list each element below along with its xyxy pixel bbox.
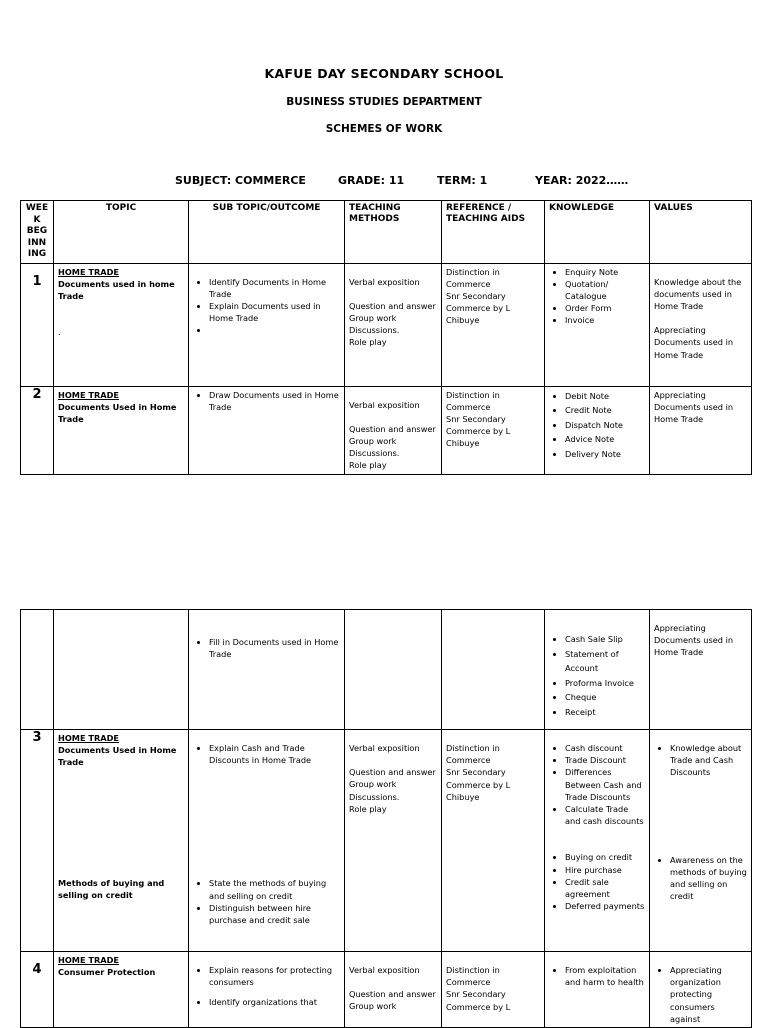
topic-cell — [54, 952, 189, 1028]
topic-title-2: Methods of buying and selling on credit — [58, 877, 165, 900]
topic-title: Consumer Protection — [58, 967, 156, 978]
knowledge-item: • Credit Note — [565, 403, 645, 418]
topic-cell — [54, 610, 189, 730]
week-number: 4 — [21, 952, 54, 1028]
subtopic-cell — [189, 610, 345, 730]
subtopic-header: SUB TOPIC/OUTCOME — [189, 201, 345, 264]
subtopic-item: • State the methods of buying and selling on credit — [209, 877, 340, 901]
subtopic-item: • Explain Documents used in Home Trade — [209, 300, 340, 324]
topic-cell — [54, 730, 189, 952]
year-label: YEAR: 2022…… — [535, 174, 629, 187]
values-cell: Appreciating Documents used in Home Trade — [650, 386, 752, 474]
value-item: • Appreciating organization protecting consumers against — [670, 964, 747, 1025]
subtopic-item: • Identify Documents in Home Trade — [209, 276, 340, 300]
knowledge-cell — [545, 610, 650, 730]
values-cell: Appreciating Documents used in Home Trade — [650, 610, 752, 730]
subtopic-item: • Explain reasons for protecting consumers — [209, 964, 340, 988]
value-item: • Knowledge about Trade and Cash Discounts — [670, 742, 747, 779]
subtopic-cell — [189, 952, 345, 1028]
subtopic-cell — [189, 386, 345, 474]
value-item: • Awareness on the methods of buying and selling on credit — [670, 854, 747, 903]
method-verbal: Verbal exposition — [349, 965, 420, 975]
knowledge-item: • Buying on credit — [565, 851, 645, 863]
methods-cell — [345, 952, 442, 1028]
methods-cell — [345, 610, 442, 730]
value-text: Knowledge about the documents used in Home Trade — [654, 276, 742, 311]
topic-cell — [54, 263, 189, 386]
knowledge-item: • Deferred payments — [565, 900, 645, 912]
values-header: VALUES — [650, 201, 752, 264]
topic-header: TOPIC — [54, 201, 189, 264]
subtopic-item: • Fill in Documents used in Home Trade — [209, 636, 340, 660]
scheme-table-page-1 — [20, 200, 752, 475]
subtopic-item: • Distinguish between hire purchase and credit sale — [209, 902, 340, 926]
knowledge-item: • Cash Sale Slip — [565, 632, 645, 647]
week-4-row — [21, 952, 752, 1028]
knowledge-item: • Statement of Account — [565, 647, 645, 676]
knowledge-cell — [545, 730, 650, 952]
subtopic-item: • Explain Cash and Trade Discounts in Home Trade — [209, 742, 340, 766]
document-title: SCHEMES OF WORK — [325, 123, 443, 135]
subtopic-item: • Draw Documents used in Home Trade — [209, 389, 340, 413]
topic-title: Documents used in home Trade — [58, 278, 175, 301]
methods-cell — [345, 263, 442, 386]
knowledge-cell — [545, 386, 650, 474]
methods-cell — [345, 730, 442, 952]
week-1-row — [21, 263, 752, 386]
values-cell — [650, 730, 752, 952]
subtopic-item: • Identify organizations that — [209, 996, 340, 1008]
subject-label: SUBJECT: COMMERCE — [175, 174, 306, 187]
knowledge-item: • Calculate Trade and cash discounts — [565, 803, 645, 827]
method-verbal: Verbal exposition — [349, 743, 420, 753]
topic-heading: HOME TRADE — [58, 389, 120, 400]
knowledge-item: • Proforma Invoice — [565, 676, 645, 691]
reference-cell: Distinction in Commerce Snr Secondary Commerce by L Chibuye — [442, 386, 545, 474]
week-number: 2 — [21, 386, 54, 474]
scheme-table-page-2 — [20, 609, 752, 1028]
method-verbal: Verbal exposition — [349, 276, 420, 287]
reference-cell — [442, 610, 545, 730]
week-2-row — [21, 386, 752, 474]
method-list: Question and answer Group work Discussions. Role play — [349, 423, 436, 471]
topic-heading: HOME TRADE — [58, 955, 120, 965]
knowledge-cell — [545, 952, 650, 1028]
subtopic-cell — [189, 730, 345, 952]
methods-cell — [345, 386, 442, 474]
knowledge-item: • Differences Between Cash and Trade Discounts — [565, 766, 645, 803]
value-text: Appreciating Documents used in Home Trade — [654, 325, 734, 360]
method-list: Question and answer Group work Discussions. Role play — [349, 767, 436, 814]
week-number: 3 — [21, 730, 54, 952]
reference-cell: Distinction in Commerce Snr Secondary Commerce by L Chibuye — [442, 730, 545, 952]
knowledge-item: • Quotation/ Catalogue — [565, 278, 645, 302]
topic-cell — [54, 386, 189, 474]
week-number: 1 — [21, 263, 54, 386]
method-list: Question and answer Group work Discussions. Role play — [349, 300, 436, 348]
header-row — [21, 201, 752, 264]
method-list: Question and answer Group work — [349, 989, 436, 1012]
knowledge-item: • Invoice — [565, 314, 645, 326]
values-cell — [650, 263, 752, 386]
continuation-row — [21, 610, 752, 730]
term-label: TERM: 1 — [437, 174, 488, 187]
reference-cell: Distinction in Commerce Snr Secondary Commerce by L Chibuye — [442, 263, 545, 386]
grade-label: GRADE: 11 — [338, 174, 405, 187]
week-header: WEE K BEG INN ING — [21, 201, 54, 264]
subtopic-cell — [189, 263, 345, 386]
week-number — [21, 610, 54, 730]
school-name: KAFUE DAY SECONDARY SCHOOL — [264, 66, 504, 81]
knowledge-item: • Advice Note — [565, 432, 645, 447]
knowledge-item: • Credit sale agreement — [565, 876, 645, 900]
stray-dot: . — [58, 327, 61, 338]
knowledge-item: • Debit Note — [565, 389, 645, 404]
week-3-row — [21, 730, 752, 952]
knowledge-item: • Dispatch Note — [565, 418, 645, 433]
reference-cell: Distinction in Commerce Snr Secondary Commerce by L — [442, 952, 545, 1028]
knowledge-item: • Cash discount — [565, 742, 645, 754]
topic-title: Documents Used in Home Trade — [58, 401, 177, 424]
topic-title: Documents Used in Home Trade — [58, 745, 177, 768]
knowledge-item: • From exploitation and harm to health — [565, 964, 645, 988]
topic-heading: HOME TRADE — [58, 733, 120, 743]
knowledge-item: • Cheque — [565, 690, 645, 705]
values-cell — [650, 952, 752, 1028]
subtopic-item — [209, 324, 340, 336]
knowledge-item: • Enquiry Note — [565, 266, 645, 278]
knowledge-header: KNOWLEDGE — [545, 201, 650, 264]
topic-heading: HOME TRADE — [58, 266, 120, 277]
reference-header: REFERENCE / TEACHING AIDS — [442, 201, 545, 264]
knowledge-cell — [545, 263, 650, 386]
method-verbal: Verbal exposition — [349, 399, 420, 410]
knowledge-item: • Hire purchase — [565, 864, 645, 876]
knowledge-item: • Receipt — [565, 705, 645, 720]
knowledge-item: • Order Form — [565, 302, 645, 314]
department-name: BUSINESS STUDIES DEPARTMENT — [286, 96, 482, 108]
knowledge-item: • Delivery Note — [565, 447, 645, 462]
knowledge-item: • Trade Discount — [565, 754, 645, 766]
methods-header: TEACHING METHODS — [345, 201, 442, 264]
